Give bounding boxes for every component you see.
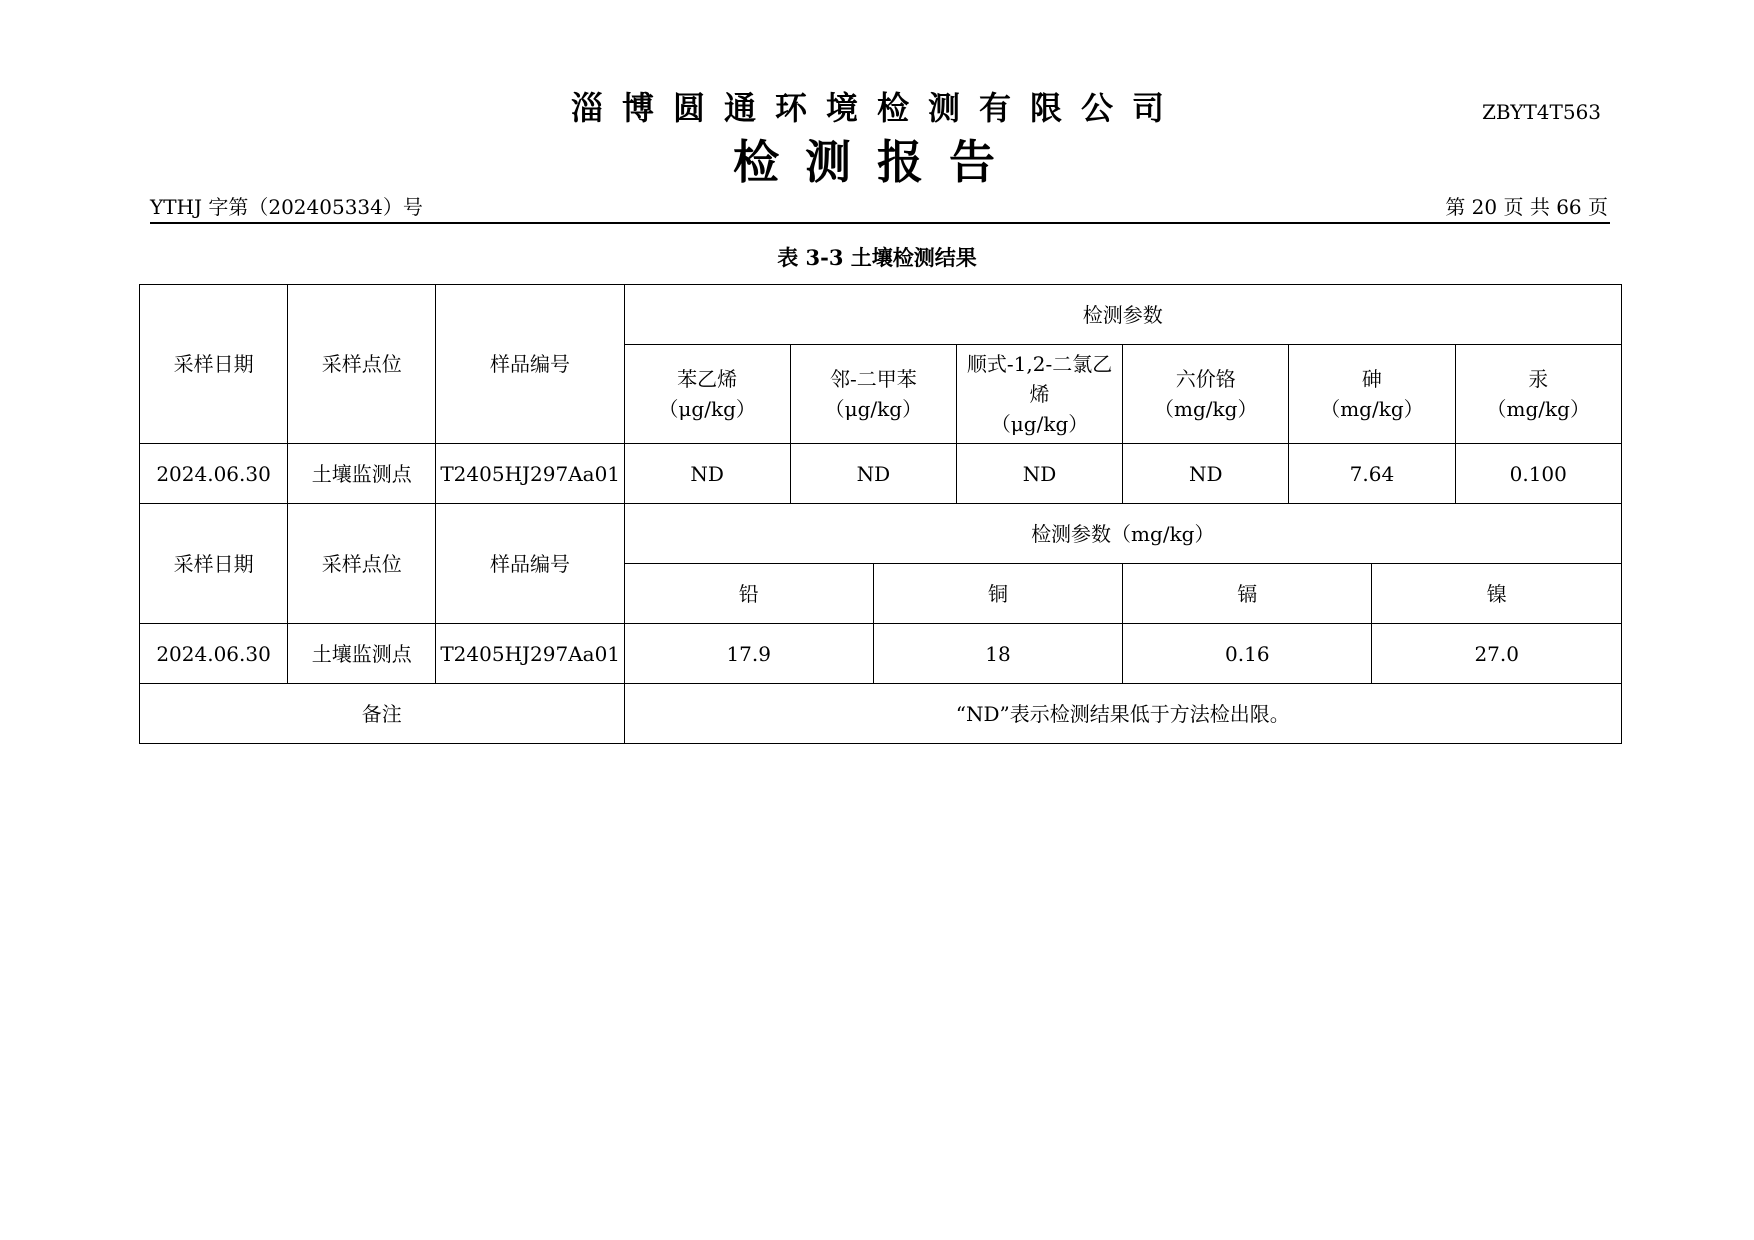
section1-header-row <box>140 285 1622 345</box>
header-sample-id: 样品编号 <box>436 285 624 444</box>
param-header <box>1123 345 1289 444</box>
soil-results-table <box>139 284 1622 744</box>
param-header <box>1289 345 1455 444</box>
company-name: 淄博圆通环境检测有限公司 <box>570 89 1183 127</box>
header-date: 采样日期 <box>140 504 288 624</box>
table-caption: 表 3-3 土壤检测结果 <box>777 245 977 270</box>
cell-value: ND <box>956 444 1122 504</box>
cell-location: 土壤监测点 <box>288 444 436 504</box>
param-name: 汞 <box>1528 367 1549 391</box>
param-name: 砷 <box>1361 367 1382 391</box>
param-header <box>956 345 1122 444</box>
section2-group-header: 检测参数（mg/kg） <box>624 504 1621 564</box>
param-unit: （mg/kg） <box>1486 397 1590 421</box>
header-sample-id: 样品编号 <box>436 504 624 624</box>
cell-date: 2024.06.30 <box>140 444 288 504</box>
document-code: ZBYT4T563 <box>1482 100 1602 124</box>
header-rule <box>150 222 1610 224</box>
cell-value: 7.64 <box>1289 444 1455 504</box>
report-number: YTHJ 字第（202405334）号 <box>150 195 423 219</box>
param-header <box>790 345 956 444</box>
param-unit: （mg/kg） <box>1320 397 1424 421</box>
table-row <box>140 624 1622 684</box>
cell-value: 27.0 <box>1372 624 1622 684</box>
cell-location: 土壤监测点 <box>288 624 436 684</box>
section1-group-header: 检测参数 <box>624 285 1621 345</box>
cell-value: ND <box>790 444 956 504</box>
page-info: 第 20 页 共 66 页 <box>1445 195 1608 219</box>
param-unit: （μg/kg） <box>658 397 756 421</box>
cell-value: 17.9 <box>624 624 873 684</box>
param-unit: （μg/kg） <box>990 412 1089 436</box>
param-header: 镉 <box>1123 564 1372 624</box>
param-header: 镍 <box>1372 564 1622 624</box>
report-title: 检测报告 <box>733 135 1021 189</box>
param-name: 六价铬 <box>1175 367 1236 391</box>
cell-value: 18 <box>873 624 1122 684</box>
remarks-text: “ND”表示检测结果低于方法检出限。 <box>624 684 1621 744</box>
cell-value: 0.16 <box>1123 624 1372 684</box>
table-row <box>140 444 1622 504</box>
remarks-label: 备注 <box>140 684 625 744</box>
remarks-row <box>140 684 1622 744</box>
cell-value: ND <box>1123 444 1289 504</box>
param-header: 铅 <box>624 564 873 624</box>
header-date: 采样日期 <box>140 285 288 444</box>
cell-sample-id: T2405HJ297Aa01 <box>436 444 624 504</box>
cell-value: ND <box>624 444 790 504</box>
param-unit: （μg/kg） <box>824 397 923 421</box>
header-location: 采样点位 <box>288 285 436 444</box>
param-name: 苯乙烯 <box>677 367 738 391</box>
cell-value: 0.100 <box>1455 444 1621 504</box>
param-header: 铜 <box>873 564 1122 624</box>
param-header <box>624 345 790 444</box>
section2-header-row <box>140 504 1622 564</box>
header-location: 采样点位 <box>288 504 436 624</box>
param-name: 顺式-1,2-二氯乙烯 <box>966 352 1113 406</box>
param-name: 邻-二甲苯 <box>829 367 917 391</box>
param-header <box>1455 345 1621 444</box>
cell-date: 2024.06.30 <box>140 624 288 684</box>
param-unit: （mg/kg） <box>1154 397 1258 421</box>
cell-sample-id: T2405HJ297Aa01 <box>436 624 624 684</box>
